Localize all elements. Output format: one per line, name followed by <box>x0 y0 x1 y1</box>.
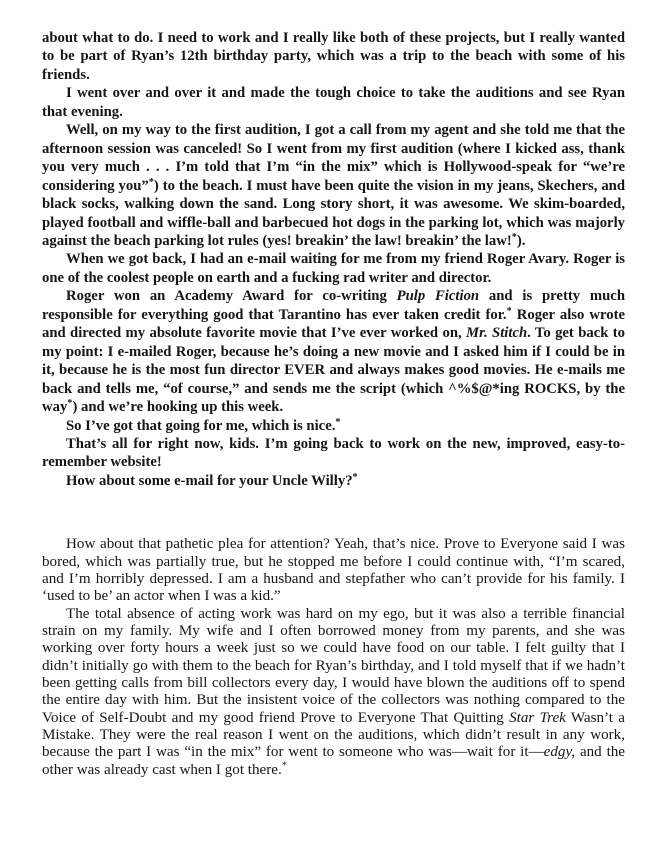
footnote-asterisk: * <box>281 760 288 772</box>
blog-quote-section <box>42 29 625 490</box>
paragraph <box>42 417 625 435</box>
footnote-asterisk: * <box>506 305 512 317</box>
text-run: How about some e-mail for your Uncle Willy? <box>66 472 353 489</box>
italic-text: edgy, <box>543 744 576 761</box>
text-run: How about that pathetic plea for attention? Yeah, that’s nice. Prove to Everyone said I was bored, which was partially true, but he stopped me before I could continue with, “I’m scared, and I’m horribly depressed. I am a husband and stepfather who can’t provide for his family. I ‘used to be’ an actor when I was a kid.” <box>42 536 625 605</box>
footnote-asterisk: * <box>335 416 341 428</box>
text-run: So I’ve got that going for me, which is nice. <box>66 417 336 434</box>
footnote-asterisk: * <box>352 471 358 483</box>
paragraph <box>42 250 625 287</box>
text-run: ) and we’re hooking up this week. <box>72 399 284 416</box>
narrative-section <box>42 536 625 779</box>
text-run: The total absence of acting work was hard on my ego, but it was also a terrible financial strain on my family. My wife and I often borrowed money from my parents, and she was working over forty hours a week just so we could have food on our table. I felt guilty that I didn’t initially go with them to the beach for Ryan’s birthday, and I told myself that if we hadn’t been getting calls from bill collectors every day, I would have blown the auditions off to spend the entire day with him. But the insistent voice of the collectors was nothing compared to the Voice of Self-Doubt and my good friend Prove to Everyone That Quitting <box>42 605 625 726</box>
italic-text: Mr. Stitch <box>466 325 528 342</box>
text-run: That’s all for right now, kids. I’m going back to work on the new, improved, easy-to-remember website! <box>42 435 625 471</box>
italic-text: Pulp Fiction <box>396 288 480 305</box>
text-run: Well, on my way to the first audition, I got a call from my agent and she told me that the afternoon session was canceled! So I went from my first audition (where I kicked ass, thank you very much . . . I’m told that I’m “in the mix” which is Hollywood-speak for “we’re considering you” <box>42 122 625 194</box>
text-run: and the other was already cast when I got there. <box>42 744 626 778</box>
text-run: ). <box>516 232 526 249</box>
text-run: and is pretty much responsible for everything good that Tarantino has ever taken credit for. <box>42 288 625 323</box>
paragraph <box>42 121 625 250</box>
footnote-asterisk: * <box>511 231 517 243</box>
paragraph <box>42 29 625 84</box>
text-run: . To get back to my point: I e-mailed Roger, because he’s doing a new movie and I asked him if I could be in it, because he is the most fun director EVER and always makes good movies. He e-mails me back and tells me, “of course,” and sends me the script (which ^%$@*ing ROCKS, by the way <box>42 325 625 416</box>
text-run: I went over and over it and made the tough choice to take the auditions and see Ryan that evening. <box>42 85 625 120</box>
footnote-asterisk: * <box>148 176 154 188</box>
paragraph <box>42 606 625 779</box>
paragraph <box>42 287 625 416</box>
text-run: about what to do. I need to work and I really like both of these projects, but I really wanted to be part of Ryan’s 12th birthday party, which was a trip to the beach with some of his friends. <box>42 30 625 83</box>
paragraph <box>42 435 625 472</box>
text-run: Wasn’t a Mistake. They were the real reason I went on the auditions, which didn’t result in any work, because the part I was “in the mix” for went to someone who was—wait for it— <box>42 709 625 761</box>
paragraph <box>42 536 625 605</box>
paragraph <box>42 84 625 121</box>
text-run: Roger won an Academy Award for co-writing <box>66 288 397 305</box>
text-run: ) to the beach. I must have been quite the vision in my jeans, Skechers, and black socks, walking down the sand. Long story short, it was awesome. We skim-boarded, played football and wiffle-ball and barbecued hot dogs in the parking lot, which was majorly against the beach parking lot rules (yes! breakin’ the law! breakin’ the law! <box>42 177 626 249</box>
paragraph <box>42 472 625 490</box>
text-run: Roger also wrote and directed my absolute favorite movie that I’ve ever worked on, <box>42 306 625 342</box>
footnote-asterisk: * <box>67 397 73 409</box>
italic-text: Star Trek <box>509 709 566 726</box>
text-run: When we got back, I had an e-mail waiting for me from my friend Roger Avary. Roger is one of the coolest people on earth and a fucking rad writer and director. <box>42 251 625 286</box>
